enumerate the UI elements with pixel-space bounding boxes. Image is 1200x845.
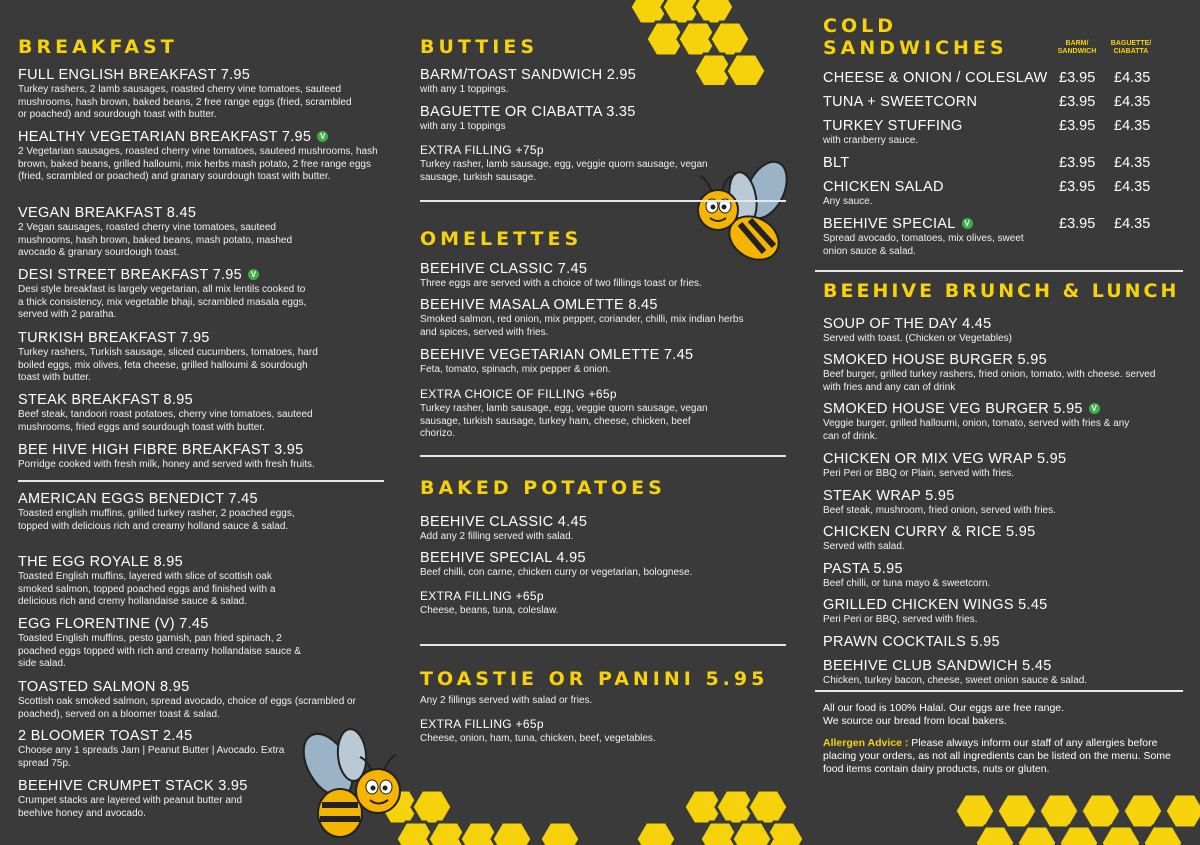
item-name: CHICKEN SALAD: [823, 179, 944, 195]
menu-item: [823, 561, 1188, 591]
item-name: CHICKEN OR MIX VEG WRAP 5.95: [823, 451, 1067, 467]
item-description: Veggie burger, grilled halloumi, onion, tomato, served with fries & any can of drink.: [823, 418, 1130, 442]
price-barm: £3.95: [1059, 118, 1096, 134]
item-name: EXTRA FILLING +75p: [420, 143, 544, 157]
item-description: Toasted english muffins, grilled turkey rasher, 2 poached eggs, topped with delicious rich and creamy holland sauce & salad.: [18, 508, 295, 532]
item-description: Choose any 1 spreads Jam | Peanut Butter | Avocado. Extra spread 75p.: [18, 745, 285, 769]
item-description: Desi style breakfast is largely vegetarian, all mix lentils cooked to a thick consistency, mix vegetable bhaji, scrambled masala eggs, served with 2 paratha.: [18, 284, 307, 320]
price-baguette: £4.35: [1114, 70, 1151, 86]
item-description: Beef steak, tandoori roast potatoes, cherry vine tomatoes, sauteed mushrooms, fried eggs and sourdough toast with butter.: [18, 409, 313, 433]
item-description: Feta, tomato, spinach, mix pepper & onion.: [420, 364, 611, 375]
baked-potatoes-heading: BAKED POTATOES: [420, 477, 666, 499]
menu-item: [823, 634, 1188, 651]
item-name: BEEHIVE SPECIAL V: [823, 216, 1188, 233]
item-description: Turkey rasher, lamb sausage, egg, veggie quorn sausage, vegan sausage, turkish sausage.: [420, 159, 708, 183]
item-description: Three eggs are served with a choice of two fillings toast or fries.: [420, 278, 702, 289]
menu-item: [420, 67, 790, 97]
menu-item: [18, 728, 378, 770]
section-divider: [18, 480, 384, 482]
vegetarian-icon: V: [1089, 403, 1100, 414]
menu-item: [823, 488, 1188, 518]
menu-item: [823, 316, 1188, 346]
price-column-header: BARM/ SANDWICH: [1057, 40, 1097, 55]
vegetarian-icon: V: [317, 131, 328, 142]
item-description: Beef chilli, or tuna mayo & sweetcorn.: [823, 578, 991, 589]
price-baguette: £4.35: [1114, 155, 1151, 171]
item-name: FULL ENGLISH BREAKFAST 7.95: [18, 67, 251, 83]
menu-item: [823, 524, 1188, 554]
item-name: BEEHIVE VEGETARIAN OMLETTE 7.45: [420, 347, 694, 363]
item-name: PASTA 5.95: [823, 561, 903, 577]
item-name: BEEHIVE CLUB SANDWICH 5.45: [823, 658, 1052, 674]
menu-item: [823, 118, 1188, 148]
menu-item: [18, 129, 378, 184]
menu-item: [420, 588, 790, 618]
price-barm: £3.95: [1059, 179, 1096, 195]
item-name: TURKEY STUFFING: [823, 118, 963, 134]
item-name: BEE HIVE HIGH FIBRE BREAKFAST 3.95: [18, 442, 304, 458]
allergen-text: Please always inform our staff of any allergies before placing your orders, as not all ingredients can be listed on the menu. Some food items contain dairy products, nuts or gluten.: [823, 737, 1171, 775]
item-description: with cranberry sauce.: [823, 135, 919, 146]
price-baguette: £4.35: [1114, 94, 1151, 110]
menu-item: [823, 216, 1188, 258]
price-baguette: £4.35: [1114, 179, 1151, 195]
menu-item: [420, 716, 790, 746]
brunch-heading: BEEHIVE BRUNCH & LUNCH: [823, 280, 1180, 302]
menu-item: [420, 104, 790, 134]
price-baguette: £4.35: [1114, 118, 1151, 134]
item-description: Toasted English muffins, pesto garnish, pan fried spinach, 2 poached eggs topped with rich and creamy hollandaise sauce & side salad.: [18, 633, 301, 669]
vegetarian-icon: V: [962, 218, 973, 229]
item-name: DESI STREET BREAKFAST 7.95 V: [18, 267, 378, 284]
omelettes-heading: OMELETTES: [420, 228, 583, 250]
price-barm: £3.95: [1059, 70, 1096, 86]
section-divider: [815, 270, 1183, 272]
item-name: BARM/TOAST SANDWICH 2.95: [420, 67, 637, 83]
item-description: with any 1 toppings: [420, 121, 506, 132]
item-name: EXTRA FILLING +65p: [420, 717, 544, 731]
breakfast-heading: BREAKFAST: [18, 36, 178, 58]
item-description: Cheese, onion, ham, tuna, chicken, beef, vegetables.: [420, 733, 656, 744]
item-description: Cheese, beans, tuna, coleslaw.: [420, 605, 559, 616]
item-name: STEAK BREAKFAST 8.95: [18, 392, 193, 408]
item-name: CHICKEN CURRY & RICE 5.95: [823, 524, 1036, 540]
menu-item: [18, 67, 378, 122]
item-description: Turkey rasher, lamb sausage, egg, veggie quorn sausage, vegan sausage, turkish sausage, turkey ham, cheese, chicken, beef chorizo.: [420, 403, 708, 439]
menu-item: [18, 616, 378, 671]
item-description: Smoked salmon, red onion, mix pepper, coriander, chilli, mix indian herbs and spices, served with fries.: [420, 314, 744, 338]
item-name: STEAK WRAP 5.95: [823, 488, 955, 504]
price-barm: £3.95: [1059, 155, 1096, 171]
menu-item: [18, 491, 378, 533]
item-description: 2 Vegetarian sausages, roasted cherry vine tomatoes, sauteed mushrooms, hash brown, baked beans, grilled halloumi, mix herbs mash potato, 2 free range eggs (fried, scrambled or poached) and granary sourdough toast with butter.: [18, 146, 378, 182]
item-description: Beef steak, mushroom, fried onion, served with fries.: [823, 505, 1056, 516]
cold-sandwiches-heading: COLD: [823, 15, 897, 37]
item-name: THE EGG ROYALE 8.95: [18, 554, 183, 570]
menu-item: [420, 695, 790, 708]
item-name: PRAWN COCKTAILS 5.95: [823, 634, 1000, 650]
item-name: 2 BLOOMER TOAST 2.45: [18, 728, 193, 744]
price-column-header: BAGUETTE/ CIABATTA: [1110, 40, 1152, 55]
item-description: Peri Peri or BBQ, served with fries.: [823, 614, 978, 625]
item-description: Chicken, turkey bacon, cheese, sweet onion sauce & salad.: [823, 675, 1088, 686]
menu-item: [18, 392, 378, 434]
menu-item: [18, 267, 378, 322]
menu-item: [420, 386, 790, 441]
item-description: Peri Peri or BBQ or Plain, served with fries.: [823, 468, 1015, 479]
item-name: BEEHIVE SPECIAL 4.95: [420, 550, 586, 566]
vegetarian-icon: V: [248, 269, 259, 280]
item-name: GRILLED CHICKEN WINGS 5.45: [823, 597, 1048, 613]
item-description: Beef burger, grilled turkey rashers, fried onion, tomato, with cheese. served with fries and any can of drink: [823, 369, 1156, 393]
menu-item: [18, 330, 378, 385]
menu-item: [18, 205, 378, 260]
item-name: SMOKED HOUSE VEG BURGER 5.95 V: [823, 401, 1188, 418]
halal-note: All our food is 100% Halal. Our eggs are free range.: [823, 702, 1065, 714]
item-description: Turkey rashers, Turkish sausage, sliced cucumbers, tomatoes, hard boiled eggs, mix olives, feta cheese, grilled halloumi & sourdough toast with butter.: [18, 347, 318, 383]
item-name: BEEHIVE CLASSIC 7.45: [420, 261, 588, 277]
honeycomb-icon: [380, 790, 820, 845]
item-description: Any 2 fillings served with salad or fries.: [420, 695, 593, 706]
price-baguette: £4.35: [1114, 216, 1151, 232]
menu-item: [18, 778, 378, 820]
menu-item: [823, 401, 1188, 443]
item-description: Porridge cooked with fresh milk, honey and served with fresh fruits.: [18, 459, 315, 470]
item-description: Crumpet stacks are layered with peanut butter and beehive honey and avocado.: [18, 795, 243, 819]
menu-item: [420, 514, 790, 544]
section-divider: [420, 200, 786, 202]
allergen-advice: [823, 737, 1188, 776]
item-name: TUNA + SWEETCORN: [823, 94, 978, 110]
item-name: EGG FLORENTINE (V) 7.45: [18, 616, 209, 632]
item-name: CHEESE & ONION / COLESLAW: [823, 70, 1048, 86]
item-description: Scottish oak smoked salmon, spread avocado, choice of eggs (scrambled or poached), served on a bloomer toast & salad.: [18, 696, 356, 720]
menu-item: [18, 442, 378, 472]
item-description: Toasted English muffins, layered with slice of scottish oak smoked salmon, topped poached eggs and finished with a delicious rich and cremy hollandaise sauce & salad.: [18, 571, 276, 607]
toastie-heading: TOASTIE OR PANINI 5.95: [420, 668, 769, 690]
item-name: BEEHIVE CRUMPET STACK 3.95: [18, 778, 248, 794]
item-description: 2 Vegan sausages, roasted cherry vine tomatoes, sauteed mushrooms, hash brown, baked beans, mash potato, mashed avocado & granary sourdough toast.: [18, 222, 293, 258]
item-description: Served with salad.: [823, 541, 905, 552]
bread-note: We source our bread from local bakers.: [823, 715, 1007, 727]
item-name: AMERICAN EGGS BENEDICT 7.45: [18, 491, 258, 507]
honeycomb-icon: [955, 790, 1200, 845]
item-name: BLT: [823, 155, 850, 171]
menu-item: [823, 179, 1188, 209]
item-description: Beef chilli, con carne, chicken curry or vegetarian, bolognese.: [420, 567, 693, 578]
item-name: VEGAN BREAKFAST 8.45: [18, 205, 197, 221]
cold-sandwiches-heading: SANDWICHES: [823, 37, 1008, 59]
menu-item: [823, 70, 1188, 87]
menu-item: [823, 597, 1188, 627]
item-description: Served with toast. (Chicken or Vegetables): [823, 333, 1012, 344]
item-name: BEEHIVE CLASSIC 4.45: [420, 514, 588, 530]
section-divider: [815, 690, 1183, 692]
item-name: HEALTHY VEGETARIAN BREAKFAST 7.95 V: [18, 129, 378, 146]
menu-item: [823, 451, 1188, 481]
section-divider: [420, 644, 786, 646]
item-description: Any sauce.: [823, 196, 873, 207]
item-name: BEEHIVE MASALA OMLETTE 8.45: [420, 297, 658, 313]
item-description: Spread avocado, tomatoes, mix olives, sweet onion sauce & salad.: [823, 233, 1024, 257]
menu-item: [18, 554, 378, 609]
menu-item: [420, 261, 790, 291]
item-name: SOUP OF THE DAY 4.45: [823, 316, 992, 332]
item-name: EXTRA FILLING +65p: [420, 589, 544, 603]
menu-item: [823, 658, 1188, 688]
item-name: BAGUETTE OR CIABATTA 3.35: [420, 104, 636, 120]
menu-item: [823, 352, 1188, 394]
menu-item: [420, 142, 790, 184]
menu-item: [823, 94, 1188, 111]
item-name: EXTRA CHOICE OF FILLING +65p: [420, 387, 617, 401]
menu-item: [420, 297, 790, 339]
item-name: TOASTED SALMON 8.95: [18, 679, 190, 695]
menu-item: [823, 155, 1188, 172]
butties-heading: BUTTIES: [420, 36, 538, 58]
item-description: Add any 2 filling served with salad.: [420, 531, 574, 542]
item-description: with any 1 toppings.: [420, 84, 509, 95]
price-barm: £3.95: [1059, 216, 1096, 232]
item-description: Turkey rashers, 2 lamb sausages, roasted cherry vine tomatoes, sauteed mushrooms, hash brown, baked beans, 2 free range eggs (fried, scrambled or poached) and sourdough toast with butter.: [18, 84, 352, 120]
item-name: SMOKED HOUSE BURGER 5.95: [823, 352, 1047, 368]
item-name: TURKISH BREAKFAST 7.95: [18, 330, 210, 346]
menu-item: [420, 347, 790, 377]
section-divider: [420, 455, 786, 457]
price-barm: £3.95: [1059, 94, 1096, 110]
menu-item: [420, 550, 790, 580]
allergen-label: Allergen Advice :: [823, 737, 909, 749]
menu-item: [18, 679, 378, 721]
